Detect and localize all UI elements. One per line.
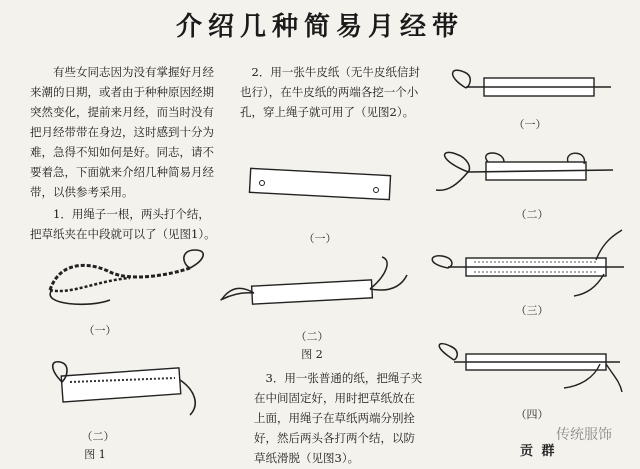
watermark-text: 传统服饰 bbox=[556, 427, 612, 443]
method-3-text: 3．用一张普通的纸，把绳子夹在中间固定好，用时把草纸放在上面，用绳子在草纸两端分别拴好，然后两头各打两个结，以防草纸滑脱（见图3）。 bbox=[254, 371, 423, 465]
fig3-part3-caption: （三） bbox=[515, 304, 549, 317]
fig1-label: 图 1 bbox=[84, 448, 106, 461]
fig2-part1-caption: （一） bbox=[303, 232, 337, 245]
fig3-part1-drawing bbox=[436, 70, 616, 110]
fig2-part2-caption: （二） bbox=[295, 330, 329, 343]
fig3-part3-drawing bbox=[426, 230, 626, 300]
fig1-part2-drawing bbox=[30, 360, 210, 420]
author-name: 贡 群 bbox=[520, 444, 557, 459]
fig2-part1-drawing bbox=[240, 168, 410, 208]
fig1-part1-drawing bbox=[30, 250, 210, 310]
fig1-part1-caption: （一） bbox=[83, 324, 117, 337]
intro-paragraph: 有些女同志因为没有掌握好月经来潮的日期，或者由于种种原因经期突然变化，提前来月经，而当时没有把月经带带在身边，这时感到十分为难，急得不知如何是好。同志，请不要着急，下面就来介绍几种简易月经带，以供参考采用。 bbox=[30, 65, 214, 199]
fig3-part4-caption: （四） bbox=[515, 408, 549, 421]
fig1-part2-caption: （二） bbox=[81, 430, 115, 443]
method-2-text: 2．用一张牛皮纸（无牛皮纸信封也行），在牛皮纸的两端各挖一个小孔，穿上绳子就可用了（见图2）。 bbox=[240, 65, 420, 119]
fig3-part1-caption: （一） bbox=[513, 118, 547, 131]
fig2-part2-drawing bbox=[212, 255, 412, 325]
fig3-part4-drawing bbox=[424, 342, 624, 402]
method-1-text: 1．用绳子一根，两头打个结，把草纸夹在中段就可以了（见图1）。 bbox=[30, 207, 216, 241]
fig3-part2-caption: （二） bbox=[515, 208, 549, 221]
fig2-label: 图 2 bbox=[301, 348, 323, 361]
fig3-part2-drawing bbox=[428, 150, 618, 200]
article-title: 介绍几种简易月经带 bbox=[175, 12, 464, 42]
